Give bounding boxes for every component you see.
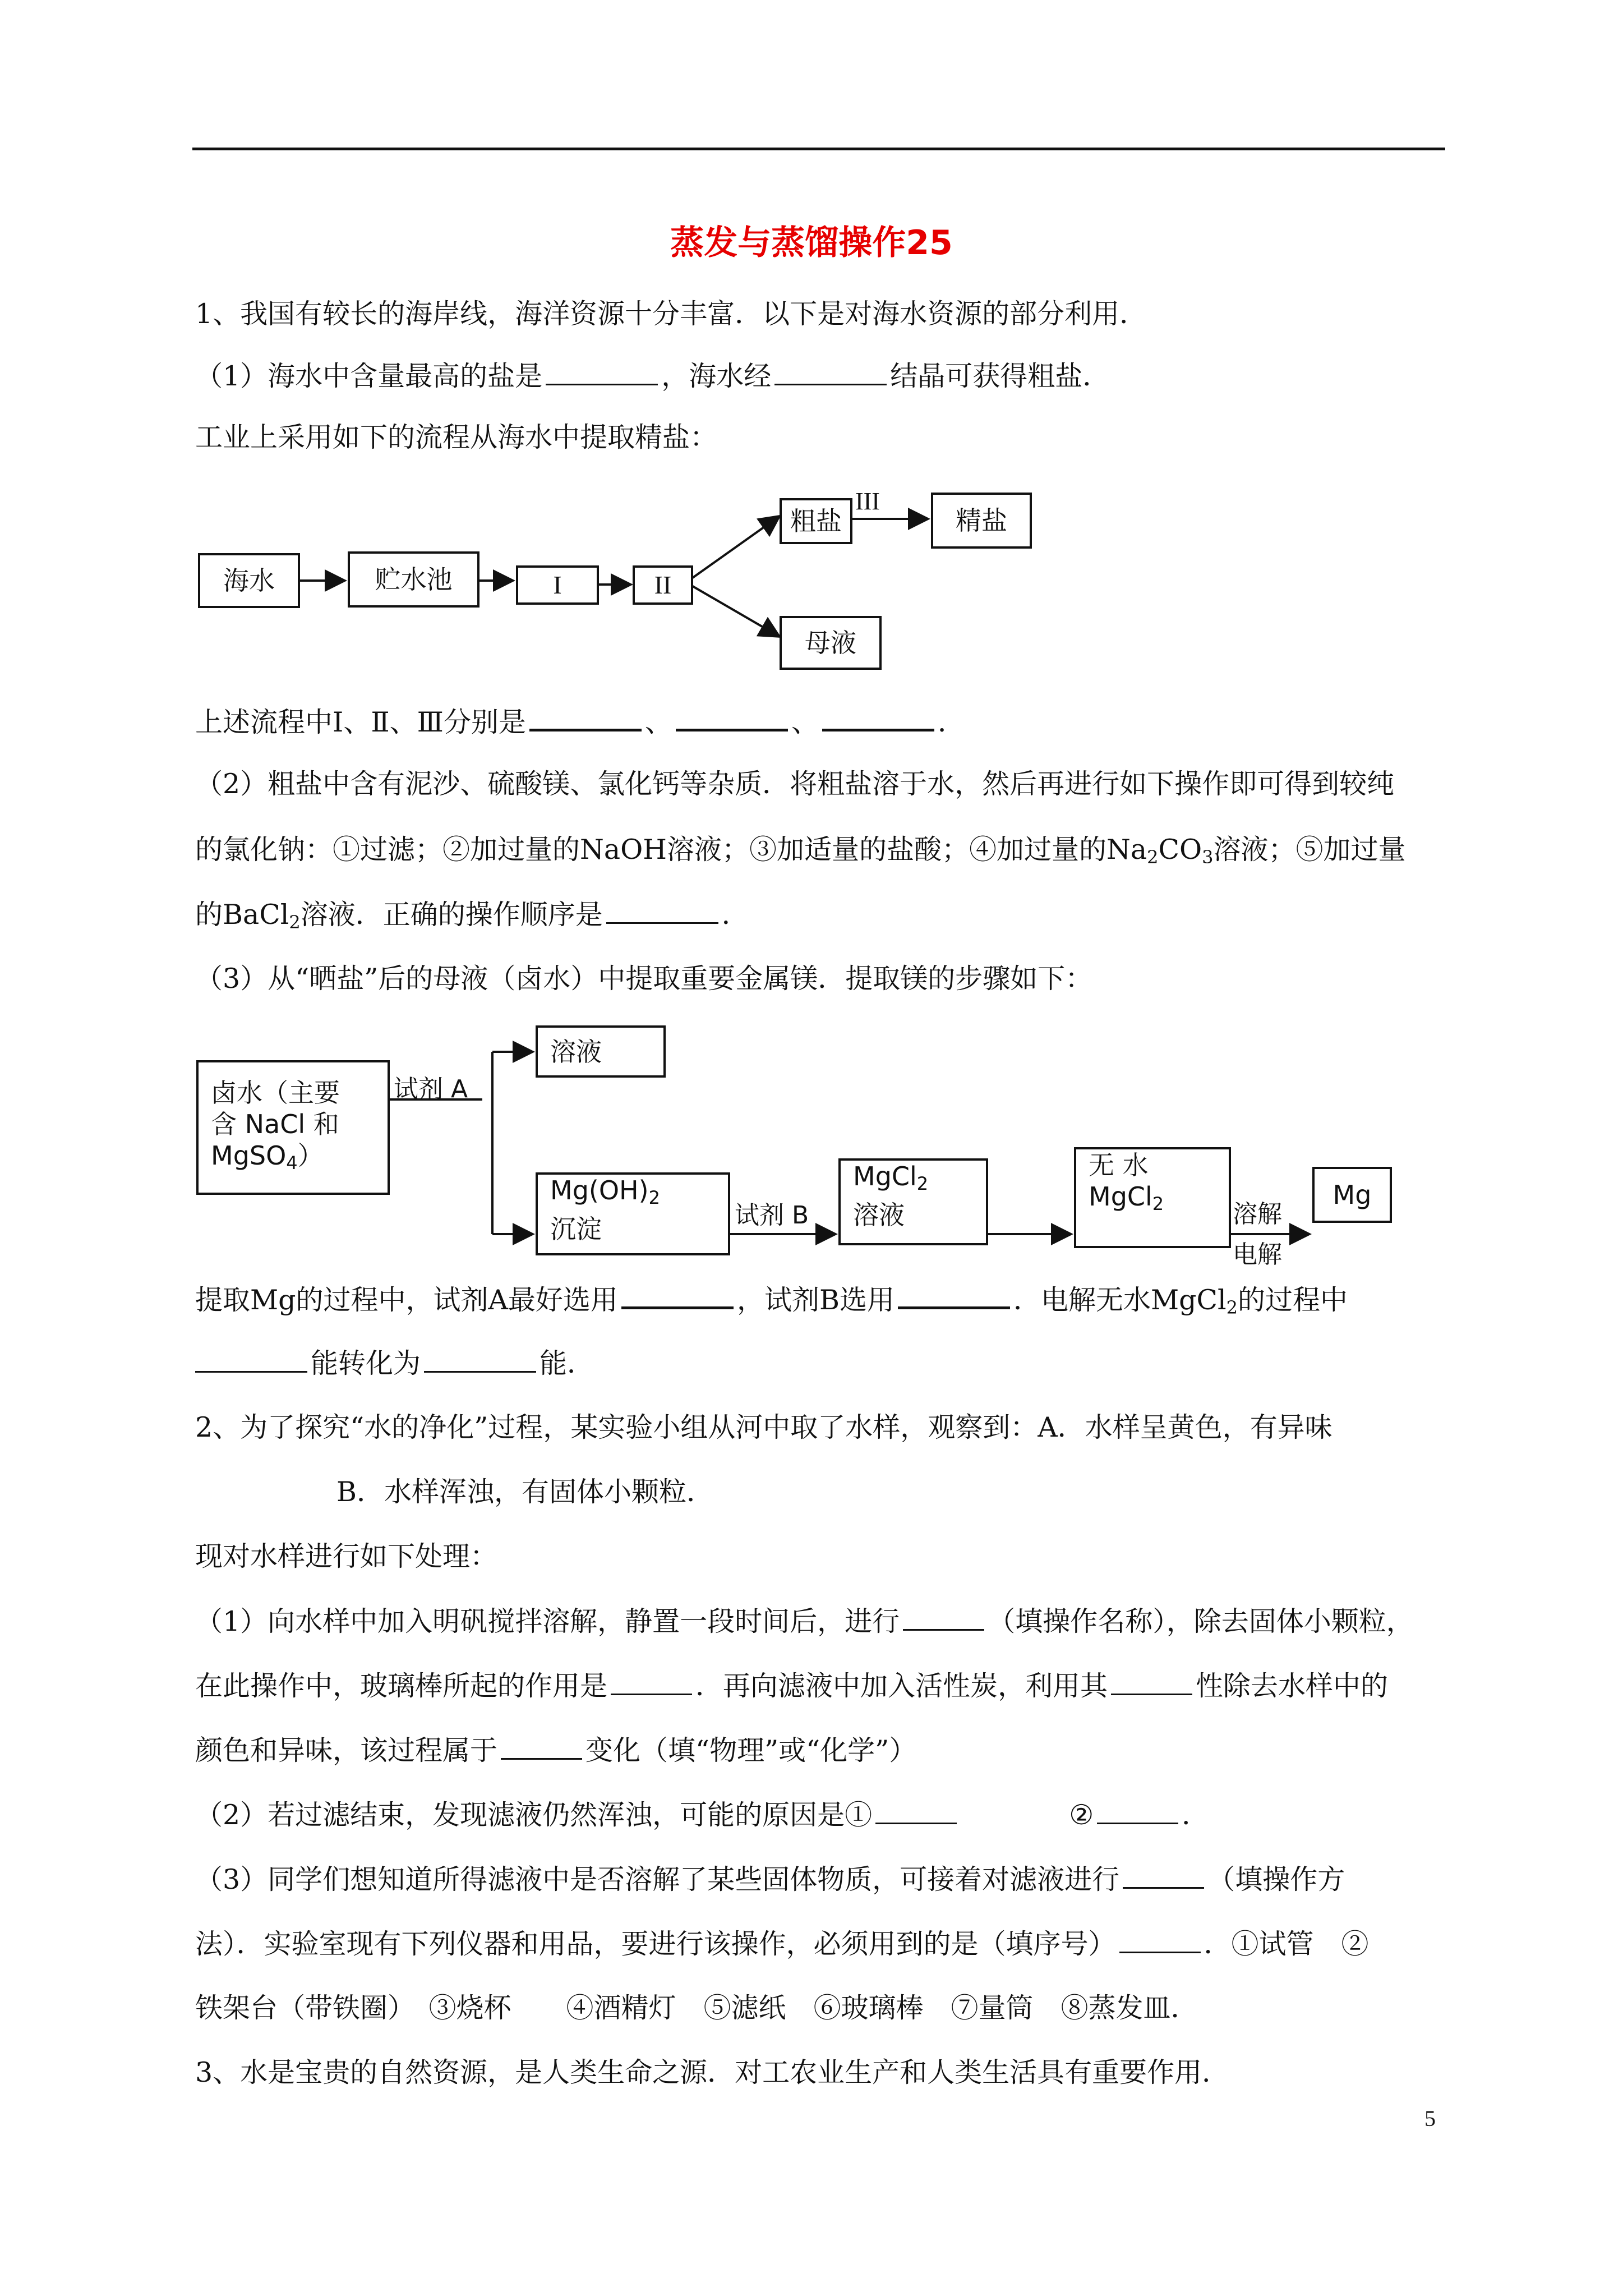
q1-part3: （3）从“晒盐”后的母液（卤水）中提取重要金属镁．提取镁的步骤如下： — [195, 963, 1093, 995]
answer-blank[interactable] — [875, 1798, 957, 1824]
answer-blank[interactable] — [424, 1346, 536, 1373]
answer-blank[interactable] — [621, 1282, 734, 1309]
q2-part3-line2: 法）．实验室现有下列仪器和用品，要进行该操作，必须用到的是（填序号） ．①试管 ② — [195, 1928, 1369, 1960]
arrow — [693, 516, 780, 578]
box-mg: Mg — [1312, 1167, 1392, 1223]
answer-blank[interactable] — [501, 1733, 582, 1760]
label-reagent-b: 试剂 B — [735, 1201, 809, 1230]
box-crude-salt: 粗盐 — [780, 498, 852, 544]
q2-part1-line1: （1）向水样中加入明矾搅拌溶解，静置一段时间后，进行 （填操作名称），除去固体小颗粒， — [195, 1605, 1414, 1637]
answer-blank[interactable] — [822, 704, 934, 731]
box-solution: 溶液 — [536, 1025, 666, 1078]
q2-part1-line3: 颜色和异味，该过程属于 变化（填“物理”或“化学”） — [195, 1734, 917, 1766]
box-mg-hydroxide: $Mg(OH)_2$ 沉淀 — [536, 1172, 730, 1255]
box-mgcl2-solution: MgCl$_2$ 溶液 — [838, 1158, 988, 1245]
answer-blank[interactable] — [898, 1282, 1010, 1309]
q1-part1: （1）海水中含量最高的盐是 ，海水经 结晶可获得粗盐． — [195, 360, 1110, 392]
q2-intro: 2、为了探究“水的净化”过程，某实验小组从河中取了水样，观察到：A．水样呈黄色，有异味 — [195, 1411, 1332, 1443]
q2-process: 现对水样进行如下处理： — [195, 1540, 498, 1572]
answer-blank[interactable] — [195, 1346, 307, 1373]
label-dissolve: 溶解 — [1233, 1200, 1282, 1228]
label-step-3: III — [855, 487, 880, 515]
q3-intro: 3、水是宝贵的自然资源，是人类生命之源．对工农业生产和人类生活具有重要作用． — [195, 2056, 1230, 2088]
box-anhydrous-mgcl2: 无 水 MgCl$_2$ — [1074, 1147, 1231, 1248]
answer-blank[interactable] — [606, 898, 718, 924]
box-reservoir: 贮水池 — [348, 551, 479, 608]
box-mother-liquor: 母液 — [780, 616, 882, 670]
q1-part2-line3: 的BaCl$_2$溶液．正确的操作顺序是 ． — [195, 899, 749, 933]
q2-part3-line1: （3）同学们想知道所得滤液中是否溶解了某些固体物质，可接着对滤液进行 （填操作方 — [195, 1864, 1345, 1895]
answer-blank[interactable] — [611, 1669, 692, 1695]
box-step-1: I — [516, 565, 599, 605]
q2-intro-b: B．水样浑浊，有固体小颗粒． — [336, 1476, 714, 1508]
q2-part3-line3: 铁架台（带铁圈） ③烧杯 ④酒精灯 ⑤滤纸 ⑥玻璃棒 ⑦量筒 ⑧蒸发皿． — [195, 1992, 1198, 2024]
page-title: 蒸发与蒸馏操作25 — [670, 223, 953, 263]
answer-blank[interactable] — [1097, 1798, 1178, 1824]
q1-mg-line1: 提取Mg的过程中，试剂A最好选用 ，试剂B选用 ．电解无水MgCl$_2$的过程中 — [195, 1282, 1348, 1324]
q1-steps-line: 上述流程中Ⅰ、Ⅱ、Ⅲ分别是 、 、 ． — [195, 704, 965, 739]
box-brine: 卤水（主要 含 NaCl 和 MgSO$_4$） — [196, 1060, 390, 1195]
answer-blank[interactable] — [676, 704, 788, 731]
answer-blank[interactable] — [903, 1604, 984, 1631]
q2-part1-line2: 在此操作中，玻璃棒所起的作用是 ．再向滤液中加入活性炭，利用其 性除去水样中的 — [195, 1670, 1389, 1702]
label-electrolysis: 电解 — [1233, 1240, 1282, 1269]
q1-industry: 工业上采用如下的流程从海水中提取精盐： — [195, 421, 718, 453]
q1-part2-line1: （2）粗盐中含有泥沙、硫酸镁、氯化钙等杂质．将粗盐溶于水，然后再进行如下操作即可得到较纯 — [195, 768, 1395, 800]
q2-part2: （2）若过滤结束，发现滤液仍然浑浊，可能的原因是① ② ． — [195, 1799, 1210, 1831]
q1-mg-line2: 能转化为 能． — [195, 1346, 594, 1381]
answer-blank[interactable] — [529, 704, 642, 731]
answer-blank[interactable] — [1111, 1669, 1192, 1695]
answer-blank[interactable] — [1119, 1927, 1201, 1953]
arrow — [693, 586, 780, 637]
label-reagent-a: 试剂 A — [394, 1075, 468, 1103]
q1-part2-line2: 的氯化钠：①过滤；②加过量的NaOH溶液；③加适量的盐酸；④加过量的$Na_2CO_3$溶液；⑤加过量 — [195, 834, 1406, 868]
box-seawater: 海水 — [198, 553, 300, 608]
answer-blank[interactable] — [1123, 1862, 1204, 1889]
page-number: 5 — [1424, 2106, 1436, 2131]
box-step-2: II — [633, 565, 693, 605]
box-fine-salt: 精盐 — [931, 493, 1032, 549]
q1-intro: 1、我国有较长的海岸线，海洋资源十分丰富．以下是对海水资源的部分利用． — [195, 298, 1147, 330]
